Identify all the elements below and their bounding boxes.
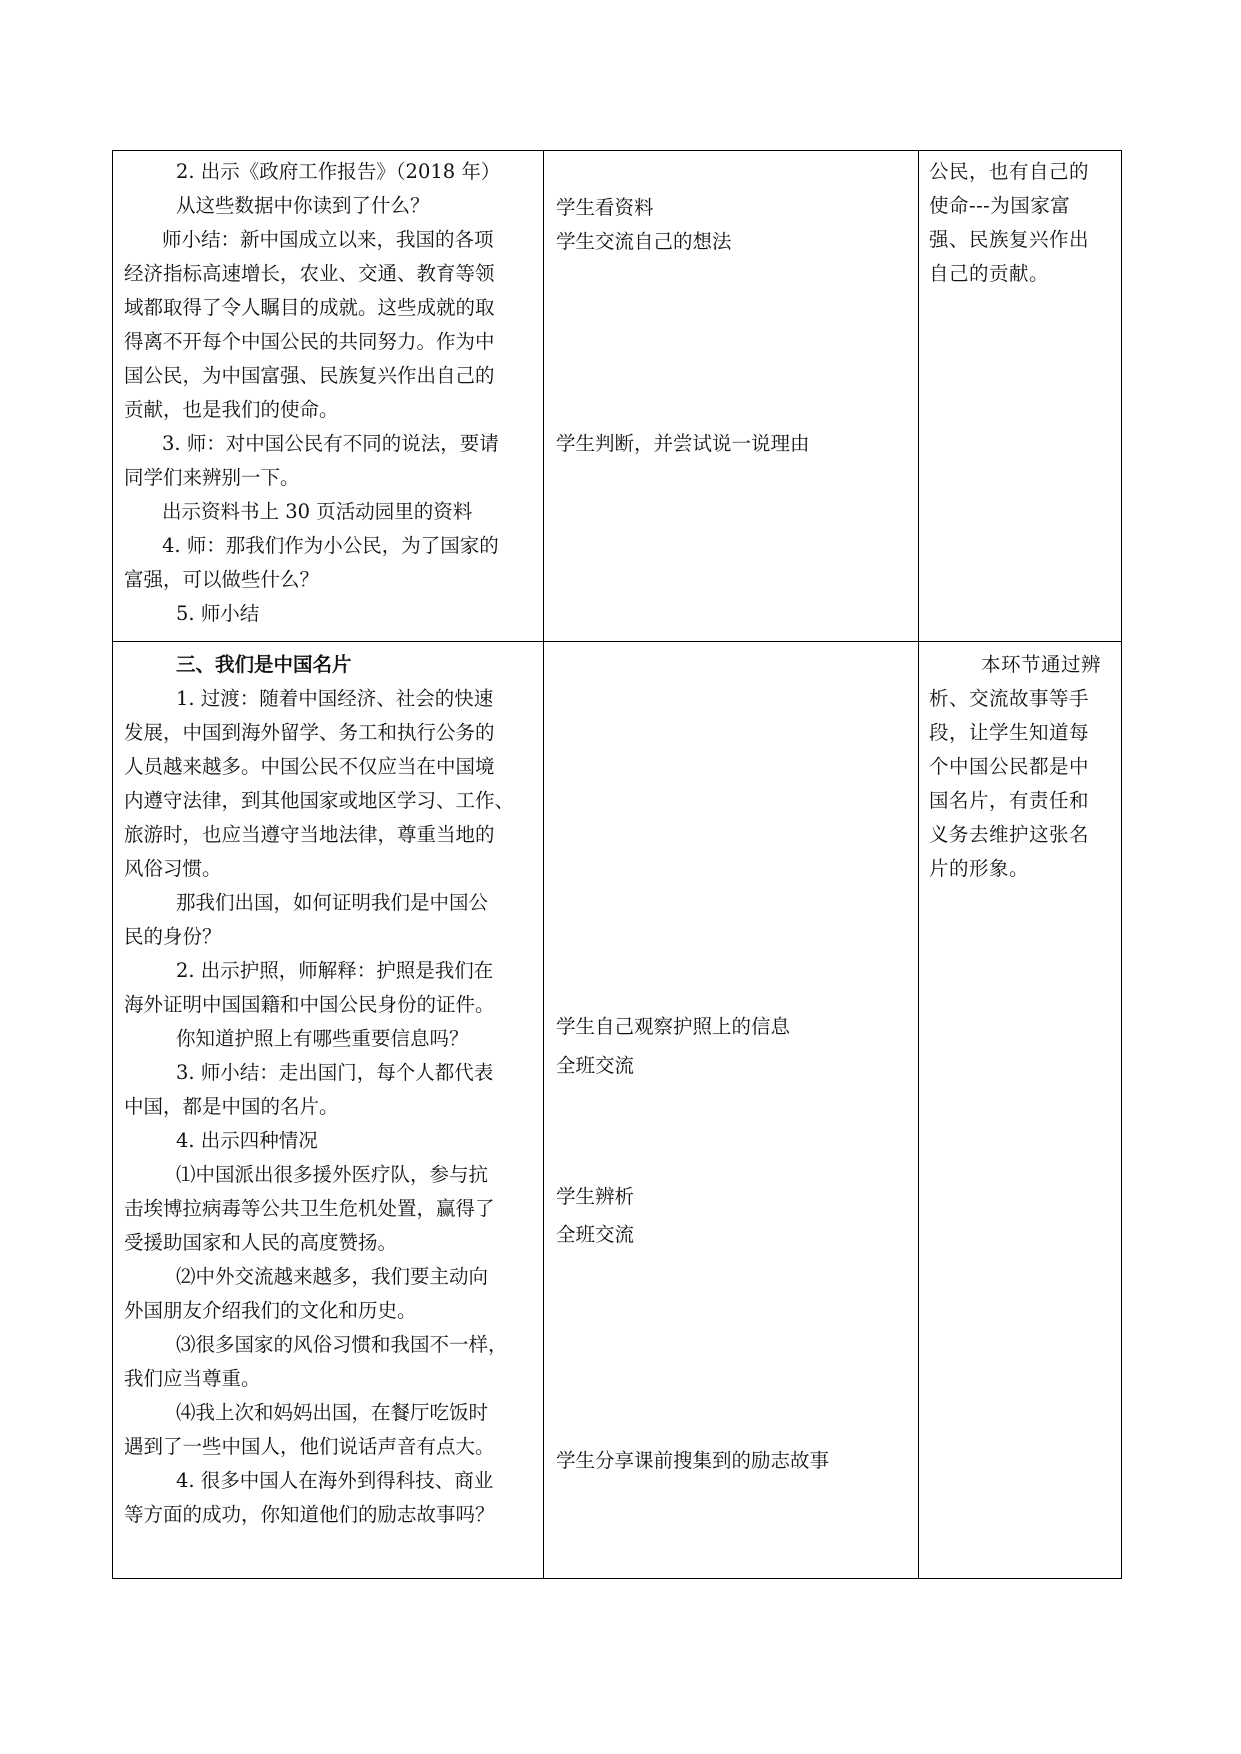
student-activity-text: 学生分享课前搜集到的励志故事 xyxy=(556,1449,830,1472)
text-line: 3. 师小结：走出国门，每个人都代表 xyxy=(176,1061,494,1084)
text-line: 从这些数据中你读到了什么？ xyxy=(176,194,430,217)
design-intent-text: 个中国公民都是中 xyxy=(929,755,1090,778)
table-left-border xyxy=(112,150,113,1579)
text-line: 我们应当尊重。 xyxy=(124,1367,261,1390)
text-line: 你知道护照上有哪些重要信息吗？ xyxy=(176,1027,469,1050)
table-bottom-border xyxy=(112,1578,1122,1579)
text-line: 受援助国家和人民的高度赞扬。 xyxy=(124,1231,398,1254)
text-line: 同学们来辨别一下。 xyxy=(124,466,300,489)
text-line: 击埃博拉病毒等公共卫生危机处置，赢得了 xyxy=(124,1197,495,1220)
text-line: 风俗习惯。 xyxy=(124,857,222,880)
text-line: 域都取得了令人瞩目的成就。这些成就的取 xyxy=(124,296,495,319)
design-intent-text: 自己的贡献。 xyxy=(929,262,1050,285)
text-line: 师小结：新中国成立以来，我国的各项 xyxy=(162,228,494,251)
text-line: 那我们出国，如何证明我们是中国公 xyxy=(176,891,489,914)
text-line: 4. 很多中国人在海外到得科技、商业 xyxy=(176,1469,494,1492)
text-line: ⑷我上次和妈妈出国，在餐厅吃饭时 xyxy=(176,1401,489,1424)
design-intent-text: 析、交流故事等手 xyxy=(929,687,1090,710)
text-line: 外国朋友介绍我们的文化和历史。 xyxy=(124,1299,417,1322)
design-intent-text: 段，让学生知道每 xyxy=(929,721,1090,744)
design-intent-text: 国名片，有责任和 xyxy=(929,789,1090,812)
text-line: 富强，可以做些什么？ xyxy=(124,568,320,591)
text-line: 3. 师：对中国公民有不同的说法，要请 xyxy=(162,432,499,455)
student-activity-text: 学生交流自己的想法 xyxy=(556,230,732,253)
row1-teacher-activity-cell xyxy=(124,155,536,631)
text-line: 贡献，也是我们的使命。 xyxy=(124,398,339,421)
text-line: 1. 过渡：随着中国经济、社会的快速 xyxy=(176,687,494,710)
row2-teacher-activity-cell xyxy=(124,648,536,1532)
student-activity-text: 全班交流 xyxy=(556,1054,635,1077)
design-intent-text: 公民，也有自己的 xyxy=(929,160,1090,183)
row2-design-intent-cell xyxy=(929,648,1119,886)
design-intent-text: 强、民族复兴作出 xyxy=(929,228,1090,251)
student-activity-text: 学生看资料 xyxy=(556,196,654,219)
text-line: ⑶很多国家的风俗习惯和我国不一样， xyxy=(176,1333,508,1356)
student-activity-text: 学生辨析 xyxy=(556,1185,635,1208)
text-line: 4. 出示四种情况 xyxy=(176,1129,318,1152)
text-line: 海外证明中国国籍和中国公民身份的证件。 xyxy=(124,993,495,1016)
text-line: 三、我们是中国名片 xyxy=(176,653,352,676)
table-top-border xyxy=(112,150,1122,151)
column-divider-1 xyxy=(543,150,544,1579)
student-activity-text: 学生判断，并尝试说一说理由 xyxy=(556,432,810,455)
row1-design-intent-cell xyxy=(929,155,1119,291)
design-intent-text: 本环节通过辨 xyxy=(981,653,1102,676)
text-line: 得离不开每个中国公民的共同努力。作为中 xyxy=(124,330,495,353)
text-line: 人员越来越多。中国公民不仅应当在中国境 xyxy=(124,755,495,778)
text-line: 2. 出示《政府工作报告》（2018 年） xyxy=(176,160,501,183)
text-line: 2. 出示护照，师解释：护照是我们在 xyxy=(176,959,494,982)
design-intent-text: 义务去维护这张名 xyxy=(929,823,1090,846)
design-intent-text: 使命---为国家富 xyxy=(929,194,1071,217)
row-divider xyxy=(112,641,1122,642)
table-right-border xyxy=(1121,150,1122,1579)
column-divider-2 xyxy=(918,150,919,1579)
text-line: 内遵守法律，到其他国家或地区学习、工作、 xyxy=(124,789,515,812)
text-line: ⑵中外交流越来越多，我们要主动向 xyxy=(176,1265,489,1288)
row1-student-activity-cell xyxy=(556,155,911,635)
row2-student-activity-cell xyxy=(556,648,911,1573)
text-line: 发展，中国到海外留学、务工和执行公务的 xyxy=(124,721,495,744)
text-line: 中国，都是中国的名片。 xyxy=(124,1095,339,1118)
text-line: 经济指标高速增长，农业、交通、教育等领 xyxy=(124,262,495,285)
text-line: ⑴中国派出很多援外医疗队，参与抗 xyxy=(176,1163,489,1186)
student-activity-text: 学生自己观察护照上的信息 xyxy=(556,1015,791,1038)
text-line: 国公民，为中国富强、民族复兴作出自己的 xyxy=(124,364,495,387)
text-line: 遇到了一些中国人，他们说话声音有点大。 xyxy=(124,1435,495,1458)
text-line: 出示资料书上 30 页活动园里的资料 xyxy=(162,500,473,523)
student-activity-text: 全班交流 xyxy=(556,1223,635,1246)
text-line: 4. 师：那我们作为小公民，为了国家的 xyxy=(162,534,499,557)
text-line: 旅游时，也应当遵守当地法律，尊重当地的 xyxy=(124,823,495,846)
design-intent-text: 片的形象。 xyxy=(929,857,1030,880)
text-line: 5. 师小结 xyxy=(176,602,260,625)
text-line: 等方面的成功，你知道他们的励志故事吗？ xyxy=(124,1503,495,1526)
text-line: 民的身份？ xyxy=(124,925,222,948)
